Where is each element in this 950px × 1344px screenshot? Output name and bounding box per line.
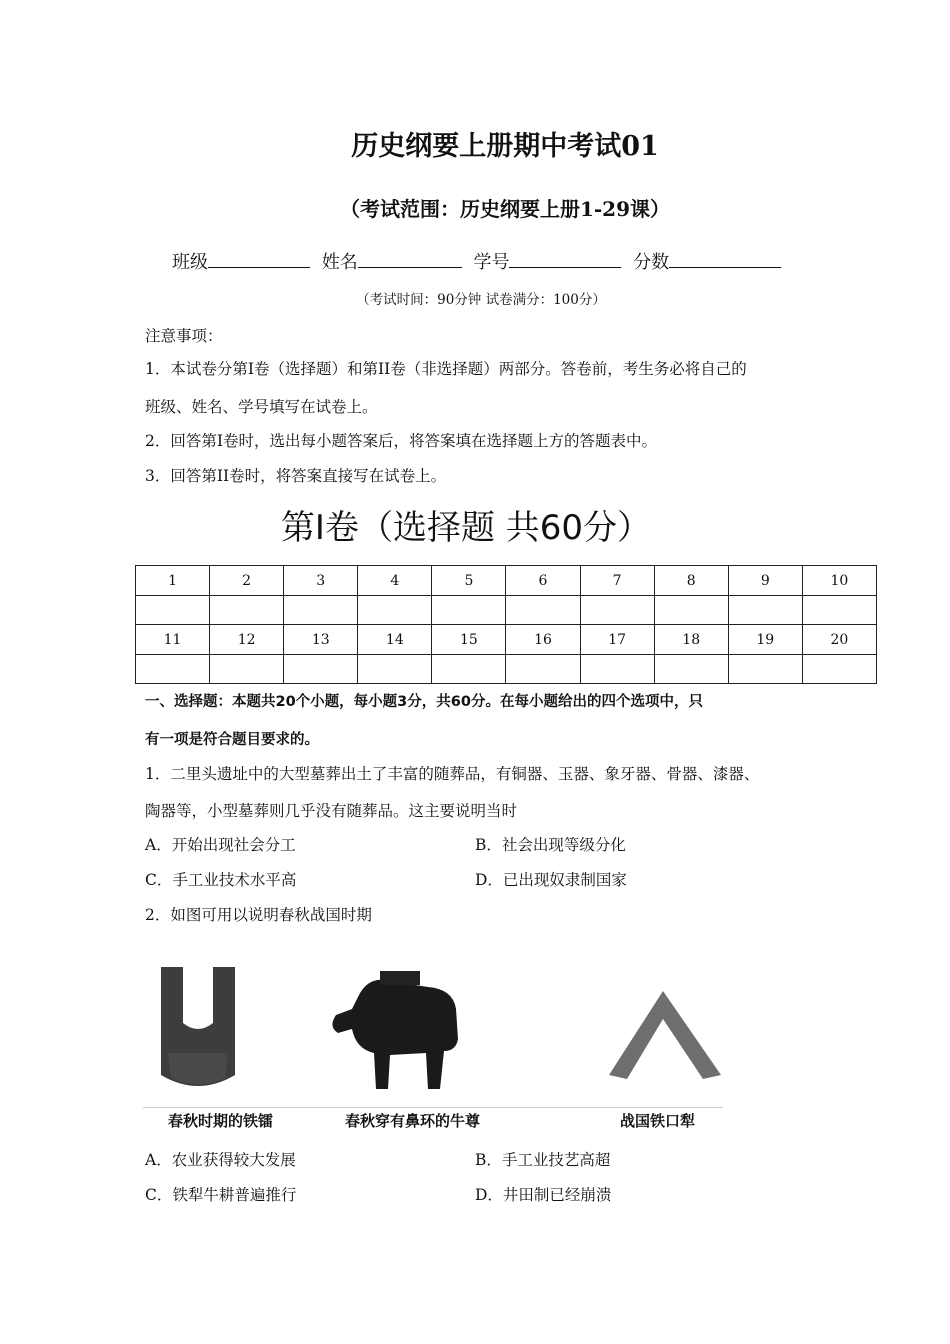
answer-number-cell: 14 (358, 625, 432, 655)
answer-cell[interactable] (136, 596, 210, 625)
figure-divider (143, 1107, 723, 1108)
answer-number-cell: 18 (654, 625, 728, 655)
answer-number-cell: 10 (802, 566, 876, 596)
answer-number-cell: 8 (654, 566, 728, 596)
answer-number-cell: 19 (728, 625, 802, 655)
answer-cell[interactable] (580, 596, 654, 625)
note-item: 1．本试卷分第I卷（选择题）和第II卷（非选择题）两部分。答卷前，考生务必将自己的 (145, 360, 747, 378)
answer-number-cell: 1 (136, 566, 210, 596)
answer-number-row (136, 625, 877, 655)
section-title: 第Ⅰ卷（选择题 共60分） (280, 508, 652, 548)
figure-caption-spade: 春秋时期的铁镭 (168, 1112, 274, 1130)
answer-cell[interactable] (728, 655, 802, 684)
student-info-line (172, 248, 787, 274)
answer-number-cell: 3 (284, 566, 358, 596)
score-blank (669, 249, 781, 268)
exam-scope-subtitle: （考试范围：历史纲要上册1-29课） (339, 197, 671, 221)
answer-number-row (136, 566, 877, 596)
answer-cell[interactable] (284, 596, 358, 625)
score-label: 分数 (633, 252, 670, 273)
q1-option-a[interactable]: A．开始出现社会分工 (145, 836, 296, 854)
answer-cell[interactable] (802, 655, 876, 684)
answer-number-cell: 20 (802, 625, 876, 655)
answer-cell[interactable] (432, 596, 506, 625)
answer-number-cell: 11 (136, 625, 210, 655)
answer-cell[interactable] (506, 655, 580, 684)
section-instruction: 有一项是符合题目要求的。 (145, 732, 319, 748)
answer-number-cell: 9 (728, 566, 802, 596)
answer-cell[interactable] (358, 655, 432, 684)
answer-table (135, 565, 877, 684)
answer-number-cell: 6 (506, 566, 580, 596)
answer-cell[interactable] (284, 655, 358, 684)
q2-option-b[interactable]: B．手工业技艺高超 (475, 1151, 611, 1169)
q1-option-b[interactable]: B．社会出现等级分化 (475, 836, 626, 854)
note-item: 班级、姓名、学号填写在试卷上。 (145, 398, 378, 416)
iron-spade-image (153, 963, 243, 1101)
figure-caption-plow: 战国铁口犁 (620, 1112, 696, 1130)
note-item: 3．回答第II卷时，将答案直接写在试卷上。 (145, 467, 447, 485)
answer-cell[interactable] (358, 596, 432, 625)
exam-time-info: （考试时间：90分钟 试卷满分：100分） (356, 292, 606, 308)
artifact-figures (143, 955, 723, 1110)
answer-cell[interactable] (580, 655, 654, 684)
answer-cell[interactable] (210, 596, 284, 625)
q2-option-c[interactable]: C．铁犁牛耕普遍推行 (145, 1186, 297, 1204)
answer-cell[interactable] (654, 655, 728, 684)
answer-cell[interactable] (432, 655, 506, 684)
answer-number-cell: 4 (358, 566, 432, 596)
answer-cell[interactable] (802, 596, 876, 625)
answer-number-cell: 16 (506, 625, 580, 655)
notes-heading: 注意事项： (145, 327, 223, 345)
question-1-stem: 1．二里头遗址中的大型墓葬出土了丰富的随葬品，有铜器、玉器、象牙器、骨器、漆器、 (145, 765, 760, 783)
question-2-stem: 2．如图可用以说明春秋战国时期 (145, 906, 372, 924)
name-label: 姓名 (321, 252, 358, 273)
answer-number-cell: 7 (580, 566, 654, 596)
q1-option-c[interactable]: C．手工业技术水平高 (145, 871, 297, 889)
q1-option-d[interactable]: D．已出现奴隶制国家 (475, 871, 627, 889)
answer-cell[interactable] (210, 655, 284, 684)
answer-blank-row (136, 596, 877, 625)
name-blank (358, 249, 462, 268)
answer-cell[interactable] (728, 596, 802, 625)
ox-zun-image (328, 967, 468, 1097)
answer-number-cell: 17 (580, 625, 654, 655)
student-id-label: 学号 (473, 252, 510, 273)
answer-number-cell: 12 (210, 625, 284, 655)
answer-number-cell: 15 (432, 625, 506, 655)
answer-cell[interactable] (136, 655, 210, 684)
answer-blank-row (136, 655, 877, 684)
answer-cell[interactable] (506, 596, 580, 625)
answer-number-cell: 2 (210, 566, 284, 596)
page-title: 历史纲要上册期中考试01 (351, 131, 659, 162)
figure-caption-ox: 春秋穿有鼻环的牛尊 (345, 1112, 481, 1130)
answer-number-cell: 13 (284, 625, 358, 655)
q2-option-d[interactable]: D．井田制已经崩溃 (475, 1186, 612, 1204)
note-item: 2．回答第I卷时，选出每小题答案后，将答案填在选择题上方的答题表中。 (145, 432, 657, 450)
section-instruction: 一、选择题：本题共20个小题，每小题3分，共60分。在每小题给出的四个选项中，只 (145, 694, 703, 710)
iron-plow-image (603, 985, 728, 1085)
class-blank (208, 249, 310, 268)
class-label: 班级 (172, 252, 208, 273)
answer-number-cell: 5 (432, 566, 506, 596)
q2-option-a[interactable]: A．农业获得较大发展 (145, 1151, 296, 1169)
question-1-stem: 陶器等，小型墓葬则几乎没有随葬品。这主要说明当时 (145, 802, 518, 820)
student-id-blank (509, 249, 621, 268)
answer-cell[interactable] (654, 596, 728, 625)
